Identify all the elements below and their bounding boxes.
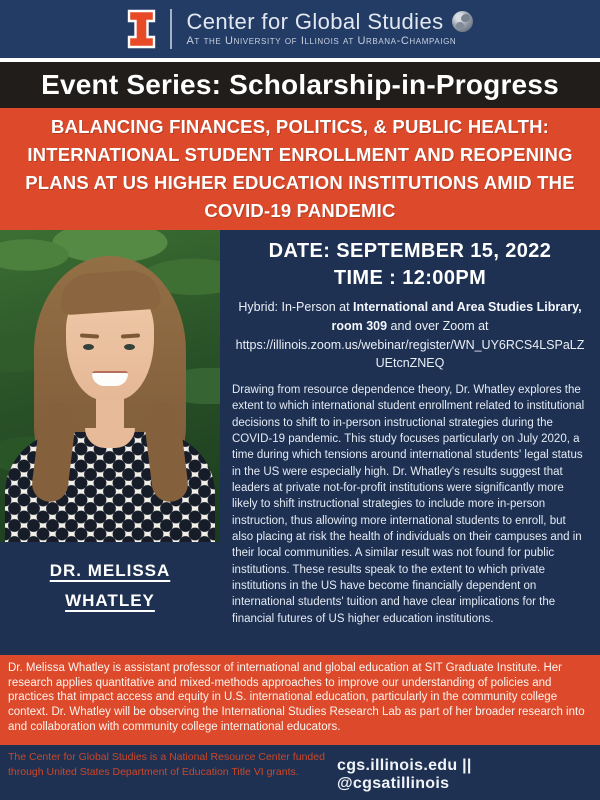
hybrid-info [232,298,588,373]
event-date: DATE: SEPTEMBER 15, 2022 [268,240,552,262]
photo-smile [92,371,128,386]
hybrid-suffix: and over Zoom at [387,318,489,333]
event-details-column [220,230,600,655]
speaker-photo [0,230,220,542]
zoom-registration-link[interactable]: https://illinois.zoom.us/webinar/register/WN_UY6RCS4LSPaLZUEtcnZNEQ [235,337,585,371]
event-title: BALANCING FINANCES, POLITICS, & PUBLIC HEALTH: INTERNATIONAL STUDENT ENROLLMENT AND REOPENING PLANS AT US HIGHER EDUCATION INSTITUTIONS AMID THE COVID-19 PANDEMIC [25,115,575,222]
hybrid-location: International and Area Studies Library, room 309 [331,300,582,333]
event-time: TIME : 12:00PM [333,267,487,289]
speaker-name: DR. MELISSA WHATLEY [49,561,171,610]
photo-eye-right [124,344,135,350]
event-abstract: Drawing from resource dependence theory, Dr. Whatley explores the extent to which international student enrollment related to institutional decisions to shift to in-person instructional strategies during the COVID-19 pandemic. This study focuses particularly on July 2020, a time during which tensions around international students' legal status in the US were especially high. Dr. Whatley's results suggest that leaders at private not-for-profit institutions were significantly more likely to shift instructional strategies to include more in-person instruction, thus allowing more international students to enroll, but also placing at risk the health of individuals on their campuses and in their local communities. A similar result was not found for public institutions. These results speak to the extent to which private institutions in the US have become financially dependent on international students' tuition and have clear implications for the financial futures of US higher education institutions. [232,384,585,625]
title-band [0,108,600,230]
series-banner [0,62,600,108]
hybrid-prefix: Hybrid: In-Person at [238,300,354,314]
funding-note: The Center for Global Studies is a National Resource Center funded through United States Department of Education Title VI grants. [8,751,325,779]
series-banner-label: Event Series: Scholarship-in-Progress [41,69,559,100]
header-subtitle: At the University of Illinois at Urbana-Champaign [186,35,457,48]
speaker-column [0,230,220,655]
block-i-logo [127,9,156,49]
main-content [0,230,600,655]
header [0,0,600,58]
header-divider [170,9,172,49]
speaker-bio: Dr. Melissa Whatley is assistant professor of international and global education at SIT Graduate Institute. Her research applies quantitative and mixed-methods approaches to improve our understanding of policies and practices that impact access and equity in U.S. international education, particularly in the community college context. Dr. Whatley will be observing the International Studies Research Lab as part of her broader research into and collaboration with community college international educators. [0,655,600,745]
footer-contact: cgs.illinois.edu || @cgsatillinois [337,757,472,792]
photo-eye-left [83,344,94,350]
header-title: Center for Global Studies [186,9,444,35]
footer [0,745,600,800]
globe-icon [452,11,473,32]
